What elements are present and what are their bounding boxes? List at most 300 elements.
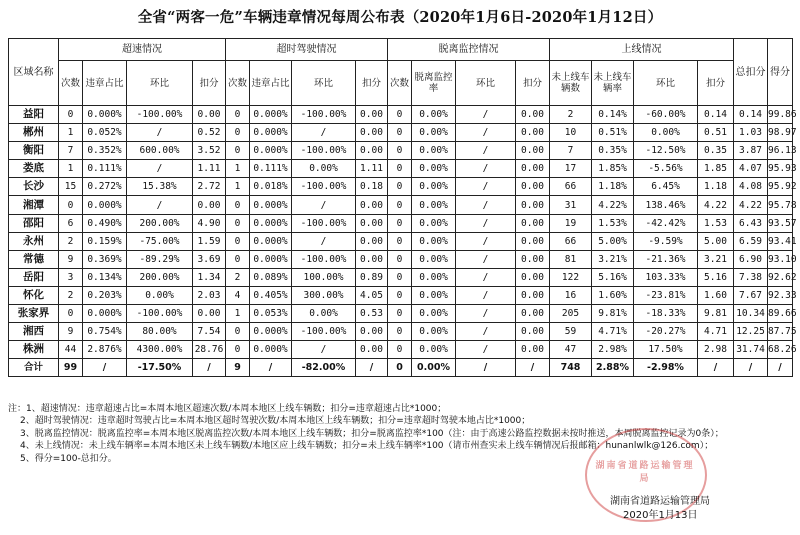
- table-cell: /: [127, 196, 193, 214]
- table-cell: 0.52: [193, 124, 226, 142]
- table-cell: 0: [59, 196, 83, 214]
- table-cell: /: [456, 250, 516, 268]
- table-cell: 4.07: [734, 160, 768, 178]
- table-cell: -21.36%: [634, 250, 698, 268]
- table-cell: /: [292, 341, 356, 359]
- table-cell: 5.00%: [592, 232, 634, 250]
- table-cell: -100.00%: [292, 214, 356, 232]
- table-cell: 0.00: [516, 232, 550, 250]
- table-cell: 93.57: [768, 214, 793, 232]
- table-cell: 0: [388, 323, 412, 341]
- subheader-mom: 环比: [127, 61, 193, 106]
- table-cell: 7.38: [734, 268, 768, 286]
- note-1: 1、超速情况：违章超速占比=本周本地区超速次数/本周本地区上线车辆数；扣分=违章超速占比*1000；: [26, 404, 447, 414]
- table-cell: /: [456, 268, 516, 286]
- table-cell: 1.60: [698, 286, 734, 304]
- table-cell: 93.10: [768, 250, 793, 268]
- table-cell: 4.05: [356, 286, 388, 304]
- table-cell: 0.00: [356, 142, 388, 160]
- table-cell: 19: [550, 214, 592, 232]
- table-cell: 1.34: [193, 268, 226, 286]
- table-cell: 5.16: [698, 268, 734, 286]
- table-cell: 3: [59, 268, 83, 286]
- table-cell: 0.00%: [412, 124, 456, 142]
- table-cell: 59: [550, 323, 592, 341]
- table-cell: 0: [59, 305, 83, 323]
- subheader-deduct: 扣分: [516, 61, 550, 106]
- table-cell: 0.00%: [412, 341, 456, 359]
- table-cell: 7.67: [734, 286, 768, 304]
- table-row: [9, 286, 793, 304]
- table-cell: 0.000%: [250, 142, 292, 160]
- table-cell: 15: [59, 178, 83, 196]
- note-head: 注：: [8, 404, 27, 414]
- region-name: 湘西: [9, 323, 59, 341]
- table-cell: 300.00%: [292, 286, 356, 304]
- table-cell: -100.00%: [292, 142, 356, 160]
- table-cell: 200.00%: [127, 268, 193, 286]
- subheader-speed-ratio: 违章占比: [83, 61, 127, 106]
- table-cell: 0.352%: [83, 142, 127, 160]
- table-cell: 2: [59, 232, 83, 250]
- table-cell: 5.00: [698, 232, 734, 250]
- table-cell: 31: [550, 196, 592, 214]
- table-cell: 0.51%: [592, 124, 634, 142]
- table-cell: 7: [59, 142, 83, 160]
- table-cell: -20.27%: [634, 323, 698, 341]
- table-cell: 0: [388, 214, 412, 232]
- table-cell: /: [127, 124, 193, 142]
- table-cell: 0.00: [356, 341, 388, 359]
- table-cell: 0.754%: [83, 323, 127, 341]
- table-cell: 7.54: [193, 323, 226, 341]
- region-name: 湘潭: [9, 196, 59, 214]
- table-cell: 0.00%: [412, 142, 456, 160]
- note-5: 5、得分=100-总扣分。: [20, 453, 117, 464]
- table-cell: -75.00%: [127, 232, 193, 250]
- table-cell: 0.00: [516, 341, 550, 359]
- table-cell: 1.53%: [592, 214, 634, 232]
- table-cell: 0: [388, 268, 412, 286]
- table-cell: 17: [550, 160, 592, 178]
- table-cell: 3.69: [193, 250, 226, 268]
- table-cell: 0.00: [516, 286, 550, 304]
- table-cell: /: [456, 214, 516, 232]
- table-cell: 0.00: [516, 214, 550, 232]
- table-cell: 1.18: [698, 178, 734, 196]
- table-cell: 0.052%: [83, 124, 127, 142]
- table-cell: -100.00%: [292, 178, 356, 196]
- table-cell: 0.14: [734, 106, 768, 124]
- table-cell: 0.00%: [412, 196, 456, 214]
- subheader-deduct: 扣分: [193, 61, 226, 106]
- table-cell: 0.00%: [412, 160, 456, 178]
- table-cell: 0.134%: [83, 268, 127, 286]
- subheader-not-online: 未上线车辆数: [550, 61, 592, 106]
- subheader-mom: 环比: [634, 61, 698, 106]
- signature-date: 2020年1月13日: [623, 510, 698, 521]
- region-name: 岳阳: [9, 268, 59, 286]
- table-cell: -42.42%: [634, 214, 698, 232]
- table-cell: 0: [388, 142, 412, 160]
- table-cell: 0.111%: [250, 160, 292, 178]
- total-cell: /: [250, 359, 292, 377]
- region-name: 郴州: [9, 124, 59, 142]
- table-cell: 0.00%: [634, 124, 698, 142]
- table-row: [9, 214, 793, 232]
- table-cell: 0.053%: [250, 305, 292, 323]
- table-cell: /: [456, 178, 516, 196]
- table-cell: 0.00: [516, 305, 550, 323]
- table-cell: -100.00%: [292, 106, 356, 124]
- table-cell: 4.22%: [592, 196, 634, 214]
- table-cell: -100.00%: [292, 323, 356, 341]
- table-cell: 0.00: [356, 196, 388, 214]
- table-cell: 3.52: [193, 142, 226, 160]
- region-name: 益阳: [9, 106, 59, 124]
- table-cell: 4.08: [734, 178, 768, 196]
- table-cell: 1.60%: [592, 286, 634, 304]
- table-cell: 1.59: [193, 232, 226, 250]
- table-cell: 95.92: [768, 178, 793, 196]
- header-score: 得分: [768, 39, 793, 106]
- table-cell: 0.000%: [83, 305, 127, 323]
- table-cell: 1.11: [193, 160, 226, 178]
- total-cell: 9: [226, 359, 250, 377]
- table-cell: 3.21: [698, 250, 734, 268]
- table-cell: 0: [226, 196, 250, 214]
- table-cell: 0.00%: [412, 106, 456, 124]
- header-online: 上线情况: [550, 39, 734, 61]
- table-cell: 17.50%: [634, 341, 698, 359]
- subheader-deduct: 扣分: [698, 61, 734, 106]
- table-cell: /: [456, 323, 516, 341]
- note-4: 4、未上线情况：未上线车辆率=本周本地区未上线车辆数/本地区应上线车辆数；扣分=未上线车辆率*100（请市州查实未上线车辆情况后报邮箱：hunanlwlk@126.com）；: [20, 441, 714, 452]
- table-cell: 0.35%: [592, 142, 634, 160]
- table-cell: 2: [550, 106, 592, 124]
- table-cell: 10: [550, 124, 592, 142]
- total-cell: /: [356, 359, 388, 377]
- subheader-fatigue-ratio: 违章占比: [250, 61, 292, 106]
- table-cell: 6.43: [734, 214, 768, 232]
- total-label: 合计: [9, 359, 59, 377]
- table-cell: 1.53: [698, 214, 734, 232]
- table-cell: 0.000%: [250, 124, 292, 142]
- table-cell: 7: [550, 142, 592, 160]
- table-cell: 0: [388, 286, 412, 304]
- subheader-mom: 环比: [292, 61, 356, 106]
- header-speeding: 超速情况: [59, 39, 226, 61]
- table-cell: 28.76: [193, 341, 226, 359]
- header-total-deduct: 总扣分: [734, 39, 768, 106]
- total-cell: /: [698, 359, 734, 377]
- table-cell: 200.00%: [127, 214, 193, 232]
- table-cell: 122: [550, 268, 592, 286]
- table-cell: /: [456, 124, 516, 142]
- table-cell: 0.000%: [250, 196, 292, 214]
- table-cell: /: [456, 232, 516, 250]
- region-name: 邵阳: [9, 214, 59, 232]
- subheader-count: 次数: [226, 61, 250, 106]
- table-cell: 0: [226, 142, 250, 160]
- total-cell: /: [516, 359, 550, 377]
- table-cell: /: [456, 341, 516, 359]
- table-cell: 0: [226, 232, 250, 250]
- table-cell: 0.00: [356, 232, 388, 250]
- table-cell: 0: [226, 124, 250, 142]
- table-cell: 0.00%: [127, 286, 193, 304]
- table-cell: 0.35: [698, 142, 734, 160]
- region-name: 常德: [9, 250, 59, 268]
- table-cell: 0.89: [356, 268, 388, 286]
- table-cell: -60.00%: [634, 106, 698, 124]
- table-cell: 93.41: [768, 232, 793, 250]
- table-cell: 1.11: [356, 160, 388, 178]
- total-row: [9, 359, 793, 377]
- table-cell: 2.03: [193, 286, 226, 304]
- note-3: 3、脱离监控情况：脱离监控率=本周本地区脱离监控次数/本周本地区上线车辆数；扣分=脱离监控率*100（注：由于高速公路监控数据未按时推送，本周脱离监控记录为0条）；: [20, 428, 724, 439]
- table-row: [9, 323, 793, 341]
- total-cell: /: [456, 359, 516, 377]
- total-cell: -82.00%: [292, 359, 356, 377]
- table-cell: 0.000%: [250, 214, 292, 232]
- table-cell: 3.21%: [592, 250, 634, 268]
- table-cell: 0.00: [356, 106, 388, 124]
- table-cell: 600.00%: [127, 142, 193, 160]
- table-cell: 0.405%: [250, 286, 292, 304]
- table-cell: 1.18%: [592, 178, 634, 196]
- table-cell: -9.59%: [634, 232, 698, 250]
- table-cell: 0.111%: [83, 160, 127, 178]
- table-cell: 0.00: [193, 196, 226, 214]
- table-cell: 0.00%: [412, 214, 456, 232]
- subheader-count: 次数: [59, 61, 83, 106]
- table-cell: 80.00%: [127, 323, 193, 341]
- region-name: 永州: [9, 232, 59, 250]
- table-cell: 0: [388, 160, 412, 178]
- table-row: [9, 268, 793, 286]
- note-2: 2、超时驾驶情况：违章超时驾驶占比=本周本地区超时驾驶次数/本周本地区上线车辆数；扣分=违章超时驾驶本地占比*1000；: [20, 416, 531, 427]
- table-cell: -23.81%: [634, 286, 698, 304]
- table-cell: 0.00: [516, 323, 550, 341]
- table-cell: 4.22: [698, 196, 734, 214]
- table-cell: /: [456, 142, 516, 160]
- table-cell: 0.00%: [412, 286, 456, 304]
- table-cell: 0: [388, 106, 412, 124]
- table-cell: 99.86: [768, 106, 793, 124]
- table-cell: 9: [59, 323, 83, 341]
- table-cell: 4: [226, 286, 250, 304]
- table-cell: 0.000%: [83, 106, 127, 124]
- table-cell: 0.00%: [412, 323, 456, 341]
- table-cell: 12.25: [734, 323, 768, 341]
- table-cell: 0.14%: [592, 106, 634, 124]
- table-cell: 44: [59, 341, 83, 359]
- table-cell: 4.22: [734, 196, 768, 214]
- signature-organization: 湖南省道路运输管理局: [610, 496, 710, 507]
- table-row: [9, 341, 793, 359]
- table-cell: 68.26: [768, 341, 793, 359]
- region-name: 张家界: [9, 305, 59, 323]
- table-row: [9, 142, 793, 160]
- table-cell: 1: [59, 124, 83, 142]
- total-cell: /: [193, 359, 226, 377]
- total-cell: 748: [550, 359, 592, 377]
- table-cell: 66: [550, 178, 592, 196]
- table-cell: 0: [226, 323, 250, 341]
- table-cell: 31.74: [734, 341, 768, 359]
- subheader-deduct: 扣分: [356, 61, 388, 106]
- table-cell: 0.490%: [83, 214, 127, 232]
- header-region: 区域名称: [9, 39, 59, 106]
- table-cell: 4.71: [698, 323, 734, 341]
- table-cell: 0.272%: [83, 178, 127, 196]
- table-cell: 0.00%: [292, 160, 356, 178]
- table-cell: /: [292, 232, 356, 250]
- table-cell: 0.000%: [250, 323, 292, 341]
- total-cell: 0.00%: [412, 359, 456, 377]
- table-cell: /: [292, 196, 356, 214]
- region-name: 株洲: [9, 341, 59, 359]
- table-cell: 15.38%: [127, 178, 193, 196]
- table-row: [9, 232, 793, 250]
- table-cell: 1: [59, 160, 83, 178]
- table-cell: -89.29%: [127, 250, 193, 268]
- table-cell: 0.00%: [412, 232, 456, 250]
- table-cell: 0: [59, 106, 83, 124]
- table-cell: 0: [388, 250, 412, 268]
- table-cell: 0: [388, 124, 412, 142]
- table-cell: 0: [226, 341, 250, 359]
- table-cell: 0.00: [516, 106, 550, 124]
- table-cell: 2.72: [193, 178, 226, 196]
- table-cell: 0.00: [356, 250, 388, 268]
- total-cell: 2.88%: [592, 359, 634, 377]
- table-cell: 81: [550, 250, 592, 268]
- table-cell: 9.81: [698, 305, 734, 323]
- table-cell: 98.97: [768, 124, 793, 142]
- table-row: [9, 178, 793, 196]
- table-cell: 0: [388, 178, 412, 196]
- table-cell: 1: [226, 160, 250, 178]
- table-cell: 0: [388, 232, 412, 250]
- table-cell: 0.53: [356, 305, 388, 323]
- table-cell: 0.00: [193, 106, 226, 124]
- table-cell: 6: [59, 214, 83, 232]
- table-cell: 0: [388, 305, 412, 323]
- note-line: [8, 403, 798, 415]
- table-cell: 0.00: [516, 268, 550, 286]
- table-cell: 1: [226, 178, 250, 196]
- table-cell: /: [456, 286, 516, 304]
- page-title: 全省“两客一危”车辆违章情况每周公布表（2020年1月6日-2020年1月12日）: [137, 9, 663, 26]
- table-cell: 2.98: [698, 341, 734, 359]
- table-cell: 103.33%: [634, 268, 698, 286]
- region-name: 长沙: [9, 178, 59, 196]
- table-cell: 95.93: [768, 160, 793, 178]
- table-cell: 2.876%: [83, 341, 127, 359]
- table-row: [9, 250, 793, 268]
- official-seal-text: 湖南省道路运输管理局: [595, 461, 695, 484]
- table-cell: /: [456, 160, 516, 178]
- table-cell: 92.62: [768, 268, 793, 286]
- table-cell: /: [456, 106, 516, 124]
- table-cell: 138.46%: [634, 196, 698, 214]
- table-cell: 2.98%: [592, 341, 634, 359]
- table-cell: 9.81%: [592, 305, 634, 323]
- total-cell: 0: [388, 359, 412, 377]
- table-cell: 100.00%: [292, 268, 356, 286]
- table-cell: 2: [59, 286, 83, 304]
- table-cell: 0.51: [698, 124, 734, 142]
- table-cell: 0.00%: [412, 250, 456, 268]
- total-cell: -2.98%: [634, 359, 698, 377]
- total-cell: /: [83, 359, 127, 377]
- table-cell: 0.369%: [83, 250, 127, 268]
- table-cell: 66: [550, 232, 592, 250]
- table-cell: 6.45%: [634, 178, 698, 196]
- table-cell: 0.00: [356, 323, 388, 341]
- table-cell: -100.00%: [127, 305, 193, 323]
- table-cell: 0: [388, 196, 412, 214]
- table-cell: 1.85: [698, 160, 734, 178]
- table-cell: -18.33%: [634, 305, 698, 323]
- table-cell: 95.78: [768, 196, 793, 214]
- table-cell: 0.00: [516, 196, 550, 214]
- table-cell: 0.00: [356, 214, 388, 232]
- table-cell: 0.089%: [250, 268, 292, 286]
- subheader-mom: 环比: [456, 61, 516, 106]
- region-name: 衡阳: [9, 142, 59, 160]
- table-cell: 1.03: [734, 124, 768, 142]
- table-row: [9, 124, 793, 142]
- table-cell: 0.00: [193, 305, 226, 323]
- region-name: 怀化: [9, 286, 59, 304]
- table-cell: 1.85%: [592, 160, 634, 178]
- table-cell: 16: [550, 286, 592, 304]
- table-cell: 0.00%: [412, 178, 456, 196]
- table-cell: 0.00: [356, 124, 388, 142]
- table-cell: -100.00%: [127, 106, 193, 124]
- table-row: [9, 106, 793, 124]
- total-cell: /: [768, 359, 793, 377]
- table-cell: 96.13: [768, 142, 793, 160]
- violation-table: [8, 38, 797, 377]
- table-cell: 0.00: [516, 160, 550, 178]
- table-cell: 0: [226, 250, 250, 268]
- header-fatigue: 超时驾驶情况: [226, 39, 388, 61]
- table-cell: 0.18: [356, 178, 388, 196]
- table-cell: -5.56%: [634, 160, 698, 178]
- table-cell: 0.000%: [250, 106, 292, 124]
- table-cell: 6.90: [734, 250, 768, 268]
- table-cell: 0: [226, 106, 250, 124]
- table-cell: 4.71%: [592, 323, 634, 341]
- table-cell: 9: [59, 250, 83, 268]
- table-cell: 92.33: [768, 286, 793, 304]
- table-cell: 0.000%: [250, 341, 292, 359]
- table-cell: 10.34: [734, 305, 768, 323]
- table-cell: 47: [550, 341, 592, 359]
- table-cell: 0: [226, 214, 250, 232]
- table-cell: 0.000%: [83, 196, 127, 214]
- table-row: [9, 196, 793, 214]
- table-cell: 4.90: [193, 214, 226, 232]
- table-cell: 0.203%: [83, 286, 127, 304]
- table-cell: -100.00%: [292, 250, 356, 268]
- table-cell: 3.87: [734, 142, 768, 160]
- table-cell: 0.00: [516, 124, 550, 142]
